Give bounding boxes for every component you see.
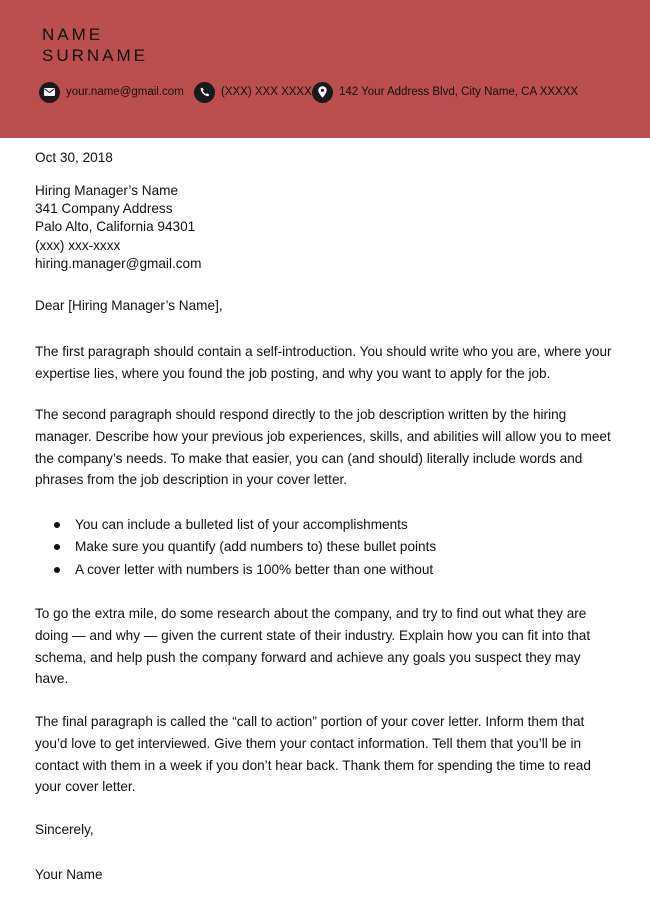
recipient-phone: (xxx) xxx-xxxx [35, 237, 121, 253]
bullet-icon [54, 567, 60, 573]
contact-address-text: 142 Your Address Blvd, City Name, CA XXXXX [339, 86, 579, 98]
contact-phone-text: (XXX) XXX XXXX [221, 86, 312, 98]
contact-address [312, 81, 578, 103]
name-line-last: SURNAME [42, 46, 149, 65]
header-banner [0, 0, 650, 138]
recipient-street: 341 Company Address [35, 201, 173, 217]
contact-email[interactable] [39, 81, 184, 103]
list-item-text: A cover letter with numbers is 100% better than one without [75, 561, 434, 577]
recipient-email: hiring.manager@gmail.com [35, 255, 202, 271]
recipient-block [35, 182, 615, 273]
letter-date: Oct 30, 2018 [35, 150, 113, 165]
list-item [35, 536, 615, 558]
list-item [35, 559, 615, 581]
contact-phone[interactable] [194, 81, 312, 103]
paragraph-introduction: The first paragraph should contain a self-introduction. You should write who you are, where your expertise lies, where you found the job posting, and why you want to apply for the job. [35, 344, 612, 381]
list-item-text: Make sure you quantify (add numbers to) these bullet points [75, 539, 437, 555]
paragraph-call-to-action: The final paragraph is called the “call to action” portion of your cover letter. Inform them that you’d love to get interviewed. Give them your contact information. Tell them that you’ll be in contact with them in a week if you don’t hear back. Thank them for spending the time to read your cover letter. [35, 714, 591, 795]
paragraph-job-fit: The second paragraph should respond directly to the job description written by the hiring manager. Describe how your previous job experiences, skills, and abilities will allow you to meet the company’s needs. To make that easier, you can (and should) literally include words and phrases from the job description in your cover letter. [35, 407, 611, 488]
location-pin-icon [312, 82, 333, 103]
list-item [35, 514, 615, 536]
contact-email-text[interactable]: your.name@gmail.com [66, 86, 184, 98]
bullet-icon [54, 544, 60, 550]
signature: Your Name [35, 867, 103, 882]
salutation: Dear [Hiring Manager’s Name], [35, 298, 223, 313]
recipient-name: Hiring Manager’s Name [35, 183, 179, 198]
accomplishments-list [35, 514, 615, 581]
name-line-first: NAME [42, 25, 104, 44]
recipient-city: Palo Alto, California 94301 [35, 219, 196, 235]
bullet-icon [54, 522, 60, 528]
phone-icon [194, 82, 215, 103]
closing: Sincerely, [35, 822, 94, 837]
applicant-name [42, 24, 148, 66]
email-icon [39, 82, 60, 103]
paragraph-research: To go the extra mile, do some research about the company, and try to find out what they are doing — and why — given the current state of their industry. Explain how you can fit into that schema, and help push the company forward and achieve any goals you suspect they may have. [35, 606, 591, 687]
list-item-text: You can include a bulleted list of your accomplishments [75, 517, 408, 532]
